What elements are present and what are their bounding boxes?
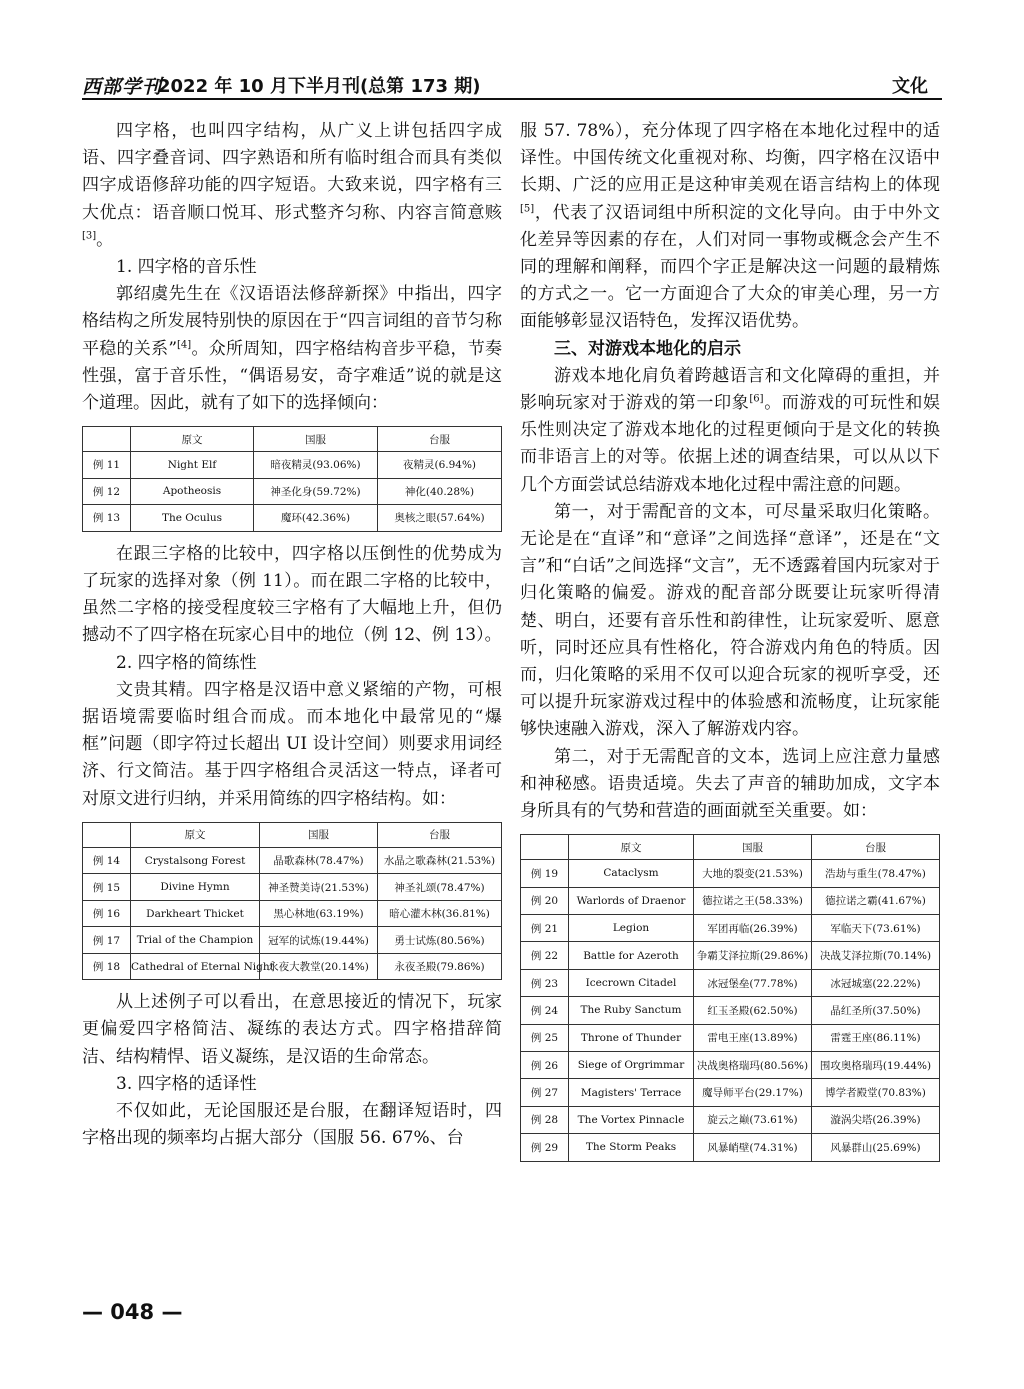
header-cell: 国服 [254, 427, 378, 452]
table-cell: Divine Hymn [131, 874, 260, 901]
subheading: 2. 四字格的简练性 [116, 652, 257, 673]
page-number: — 048 — [82, 1300, 183, 1324]
table-row [521, 942, 940, 969]
table-cell: 神圣赞美诗(21.53%) [260, 874, 378, 901]
table-cell: 例 27 [521, 1079, 569, 1106]
table-cell: Battle for Azeroth [569, 942, 694, 969]
citation: [6] [749, 393, 764, 405]
table-row [83, 900, 502, 927]
table-row [521, 1106, 940, 1133]
header-cell: 国服 [694, 835, 812, 860]
paragraph: 不仅如此，无论国服还是台服，在翻译短语时，四字格出现的频率均占据大部分（国服 56. 67%、台 [82, 1101, 502, 1149]
header-cell: 国服 [260, 822, 378, 847]
table-cell: 例 13 [83, 505, 131, 532]
paragraph: 游戏本地化肩负着跨越语言和文化障碍的重担，并影响玩家对于游戏的第一印象[6]。而游戏的可玩性和娱乐性则决定了游戏本地化的过程更倾向于是文化的转换而非语言上的对等。依据上述的调查结果，可以从以下几个方面尝试总结游戏本地化过程中需注意的问题。 [520, 365, 941, 495]
table-cell: 永夜圣殿(79.86%) [378, 953, 502, 980]
header-cell: 台服 [378, 822, 502, 847]
table-cell: Cathedral of Eternal Night [131, 953, 260, 980]
table-cell: Throne of Thunder [569, 1024, 694, 1051]
header-cell: 原文 [131, 822, 260, 847]
table-cell: 决战奥格瑞玛(80.56%) [694, 1052, 812, 1079]
table-cell: 例 26 [521, 1052, 569, 1079]
table-row [521, 1052, 940, 1079]
header-cell: 原文 [131, 427, 254, 452]
table-header-row [521, 835, 940, 860]
table-cell: 雷电王座(13.89%) [694, 1024, 812, 1051]
header-cell [83, 822, 131, 847]
table-cell: 军临天下(73.61%) [812, 915, 940, 942]
table-cell: 神化(40.28%) [378, 478, 502, 505]
table-cell: 围攻奥格瑞玛(19.44%) [812, 1052, 940, 1079]
paragraph: 在跟三字格的比较中，四字格以压倒性的优势成为了玩家的选择对象（例 11）。而在跟二字格的比较中，虽然二字格的接受程度较三字格有了大幅地上升，但仍撼动不了四字格在玩家心目中的地位（例 12、例 13）。 [82, 543, 502, 646]
paragraph: 四字格，也叫四字结构，从广义上讲包括四字成语、四字叠音词、四字熟语和所有临时组合而具有类似四字成语修辞功能的四字短语。大致来说，四字格有三大优点：语音顺口悦耳、形式整齐匀称、内容言简意赅[3]。 [82, 121, 502, 250]
table-row [83, 452, 502, 479]
subheading: 3. 四字格的适译性 [116, 1073, 257, 1094]
page-header [82, 70, 942, 100]
table-cell: 风暴峭壁(74.31%) [694, 1134, 812, 1161]
table-cell: 魔导师平台(29.17%) [694, 1079, 812, 1106]
table-cell: 例 19 [521, 860, 569, 887]
table-cell: 勇士试炼(80.56%) [378, 927, 502, 954]
table-row [521, 887, 940, 914]
table-cell: 例 20 [521, 887, 569, 914]
table-row [83, 874, 502, 901]
citation: [3] [82, 230, 97, 242]
table-cell: 例 21 [521, 915, 569, 942]
table-cell: 例 17 [83, 927, 131, 954]
example-table-1 [82, 426, 502, 532]
example-table-2 [82, 822, 502, 981]
table-row [83, 847, 502, 874]
citation: [5] [520, 202, 535, 214]
header-cell: 原文 [569, 835, 694, 860]
table-row [521, 997, 940, 1024]
table-header-row [83, 822, 502, 847]
table-cell: 德拉诺之霸(41.67%) [812, 887, 940, 914]
table-cell: Legion [569, 915, 694, 942]
table-cell: 军团再临(26.39%) [694, 915, 812, 942]
table-cell: 例 18 [83, 953, 131, 980]
table-cell: Trial of the Champion [131, 927, 260, 954]
left-column [82, 118, 502, 1152]
table-cell: 例 29 [521, 1134, 569, 1161]
table-row [521, 1134, 940, 1161]
table-cell: 魔环(42.36%) [254, 505, 378, 532]
table-cell: 漩涡尖塔(26.39%) [812, 1106, 940, 1133]
right-column [520, 118, 940, 1171]
table-cell: 雷霆王座(86.11%) [812, 1024, 940, 1051]
table-row [521, 915, 940, 942]
table-cell: 博学者殿堂(70.83%) [812, 1079, 940, 1106]
section-name: 文化 [892, 76, 928, 97]
paragraph: 文贵其精。四字格是汉语中意义紧缩的产物，可根据语境需要临时组合而成。而本地化中最常见的“爆框”问题（即字符过长超出 UI 设计空间）则要求用词经济、行文简洁。基于四字格组合灵活这一特点，译者可对原文进行归纳，并采用简练的四字格结构。如： [82, 679, 502, 809]
table-cell: 例 24 [521, 997, 569, 1024]
table-cell: 旋云之巅(73.61%) [694, 1106, 812, 1133]
table-row [521, 969, 940, 996]
header-cell [521, 835, 569, 860]
table-cell: 例 16 [83, 900, 131, 927]
table-cell: The Storm Peaks [569, 1134, 694, 1161]
table-cell: 黑心林地(63.19%) [260, 900, 378, 927]
table-cell: 大地的裂变(21.53%) [694, 860, 812, 887]
table-header-row [83, 427, 502, 452]
table-cell: 水晶之歌森林(21.53%) [378, 847, 502, 874]
table-cell: 风暴群山(25.69%) [812, 1134, 940, 1161]
example-table-3 [520, 834, 940, 1161]
paragraph: 第二，对于无需配音的文本，选词上应注意力量感和神秘感。语贵适境。失去了声音的辅助加成，文字本身所具有的气势和营造的画面就至关重要。如： [520, 746, 940, 822]
table-cell: The Oculus [131, 505, 254, 532]
table-cell: Warlords of Draenor [569, 887, 694, 914]
table-cell: 例 28 [521, 1106, 569, 1133]
table-cell: Siege of Orgrimmar [569, 1052, 694, 1079]
citation: [4] [177, 338, 192, 350]
table-cell: 夜精灵(6.94%) [378, 452, 502, 479]
table-cell: 暗夜精灵(93.06%) [254, 452, 378, 479]
table-cell: 神圣化身(59.72%) [254, 478, 378, 505]
table-cell: Cataclysm [569, 860, 694, 887]
table-cell: 晶歌森林(78.47%) [260, 847, 378, 874]
table-cell: The Vortex Pinnacle [569, 1106, 694, 1133]
table-cell: 永夜大教堂(20.14%) [260, 953, 378, 980]
table-cell: 神圣礼颂(78.47%) [378, 874, 502, 901]
table-cell: 冰冠城塞(22.22%) [812, 969, 940, 996]
table-cell: 例 12 [83, 478, 131, 505]
header-cell: 台服 [378, 427, 502, 452]
table-row [521, 860, 940, 887]
table-row [83, 953, 502, 980]
table-cell: 例 14 [83, 847, 131, 874]
table-cell: 例 23 [521, 969, 569, 996]
paragraph: 第一，对于需配音的文本，可尽量采取归化策略。无论是在“直译”和“意译”之间选择“意译”，还是在“文言”和“白话”之间选择“文言”，无不透露着国内玩家对于归化策略的偏爱。游戏的配音部分既要让玩家听得清楚、明白，还要有音乐性和韵律性，让玩家爱听、愿意听，同时还应具有性格化，符合游戏内角色的特质。因而，归化策略的采用不仅可以迎合玩家的视听享受，还可以提升玩家游戏过程中的体验感和流畅度，让玩家能够快速融入游戏，深入了解游戏内容。 [520, 501, 940, 740]
journal-logo: 西部学刊 [82, 76, 163, 98]
table-row [83, 927, 502, 954]
table-cell: Apotheosis [131, 478, 254, 505]
table-row [83, 478, 502, 505]
table-cell: Crystalsong Forest [131, 847, 260, 874]
table-row [521, 1024, 940, 1051]
table-cell: Icecrown Citadel [569, 969, 694, 996]
table-cell: 冠军的试炼(19.44%) [260, 927, 378, 954]
issue-info: 2022 年 10 月下半月刊(总第 173 期) [158, 76, 481, 97]
table-cell: Darkheart Thicket [131, 900, 260, 927]
table-cell: 例 22 [521, 942, 569, 969]
header-cell [83, 427, 131, 452]
table-cell: Night Elf [131, 452, 254, 479]
table-row [521, 1079, 940, 1106]
table-cell: 浩劫与重生(78.47%) [812, 860, 940, 887]
header-cell: 台服 [812, 835, 940, 860]
header-rule [82, 98, 942, 100]
section-heading: 三、对游戏本地化的启示 [554, 338, 741, 359]
table-cell: 奥核之眼(57.64%) [378, 505, 502, 532]
table-cell: 例 11 [83, 452, 131, 479]
table-cell: Magisters' Terrace [569, 1079, 694, 1106]
table-cell: 红玉圣殿(62.50%) [694, 997, 812, 1024]
paragraph: 郭绍虞先生在《汉语语法修辞新探》中指出，四字格结构之所发展特别快的原因在于“四言词组的音节匀称平稳的关系”[4]。众所周知，四字格结构音步平稳，节奏性强，富于音乐性，“偶语易安，奇字难适”说的就是这个道理。因此，就有了如下的选择倾向： [82, 284, 502, 414]
table-cell: 暗心灌木林(36.81%) [378, 900, 502, 927]
table-row [83, 505, 502, 532]
table-cell: 德拉诺之王(58.33%) [694, 887, 812, 914]
paragraph: 从上述例子可以看出，在意思接近的情况下，玩家更偏爱四字格简洁、凝练的表达方式。四字格措辞简洁、结构精悍、语义凝练，是汉语的生命常态。 [82, 992, 502, 1067]
paragraph: 服 57. 78%），充分体现了四字格在本地化过程中的适译性。中国传统文化重视对称、均衡，四字格在汉语中长期、广泛的应用正是这种审美观在语言结构上的体现[5]，代表了汉语词组中所积淀的文化导向。由于中外文化差异等因素的存在，人们对同一事物或概念会产生不同的理解和阐释，而四个字正是解决这一问题的最精炼的方式之一。它一方面迎合了大众的审美心理，另一方面能够彰显汉语特色，发挥汉语优势。 [520, 121, 940, 332]
table-cell: 例 15 [83, 874, 131, 901]
table-cell: 决战艾泽拉斯(70.14%) [812, 942, 940, 969]
subheading: 1. 四字格的音乐性 [116, 257, 257, 278]
table-cell: 例 25 [521, 1024, 569, 1051]
table-cell: 晶红圣所(37.50%) [812, 997, 940, 1024]
table-cell: The Ruby Sanctum [569, 997, 694, 1024]
table-cell: 争霸艾泽拉斯(29.86%) [694, 942, 812, 969]
table-cell: 冰冠堡垒(77.78%) [694, 969, 812, 996]
